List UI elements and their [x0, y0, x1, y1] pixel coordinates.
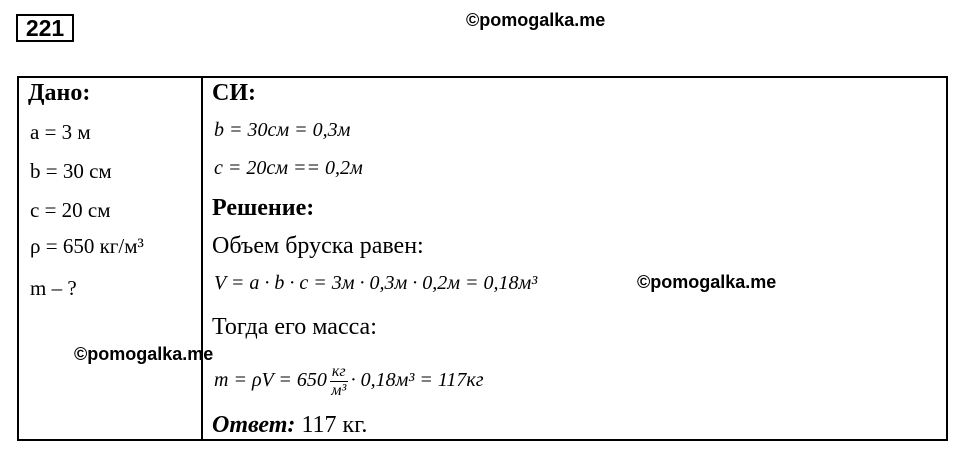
- given-unknown-mass: m – ?: [30, 276, 77, 300]
- si-line-b: b = 30см = 0,3м: [214, 119, 351, 141]
- given-b: b = 30 см: [30, 159, 112, 183]
- mass-formula-left: m = ρV = 650: [214, 369, 327, 392]
- problem-number: 221: [16, 14, 74, 42]
- given-c: c = 20 см: [30, 198, 111, 222]
- watermark-left: ©pomogalka.me: [74, 344, 214, 364]
- mass-text: Тогда его масса:: [212, 314, 377, 340]
- given-a: a = 3 м: [30, 120, 91, 144]
- volume-text: Объем бруска равен:: [212, 233, 424, 259]
- answer-value: 117 кг.: [301, 412, 368, 438]
- si-title: СИ:: [212, 80, 256, 106]
- solution-title: Решение:: [212, 195, 315, 221]
- fraction-denominator: м³: [331, 382, 347, 399]
- given-density: ρ = 650 кг/м³: [30, 234, 144, 258]
- given-title: Дано:: [28, 80, 91, 106]
- answer-label: Ответ:: [212, 412, 296, 438]
- mass-formula: [214, 363, 484, 400]
- watermark-top: ©pomogalka.me: [466, 10, 606, 30]
- column-divider: [201, 76, 203, 441]
- mass-formula-right: · 0,18м³ = 117кг: [350, 369, 484, 392]
- answer-line: [212, 412, 367, 439]
- unit-fraction: [330, 363, 348, 400]
- fraction-numerator: кг: [331, 363, 346, 380]
- si-line-c: c = 20см == 0,2м: [214, 157, 363, 179]
- volume-formula: V = a · b · c = 3м · 0,3м · 0,2м = 0,18м³: [214, 272, 538, 294]
- watermark-middle: ©pomogalka.me: [637, 272, 777, 292]
